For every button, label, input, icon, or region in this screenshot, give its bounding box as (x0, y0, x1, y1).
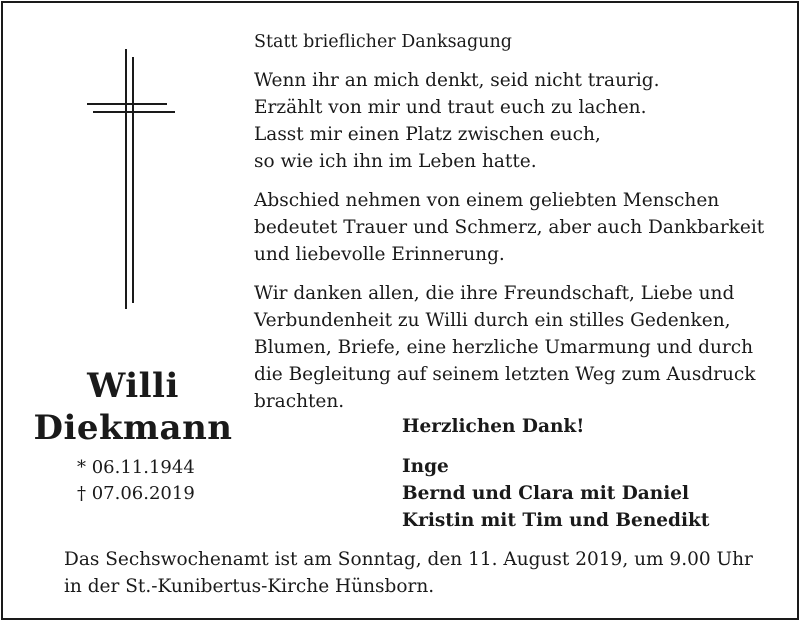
poem-line: Erzählt von mir und traut euch zu lachen. (254, 97, 647, 118)
first-name: Willi (87, 366, 179, 406)
poem-line: Wenn ihr an mich denkt, seid nicht traurig. (254, 70, 660, 91)
cross-icon (85, 49, 175, 309)
paragraph-line: und liebevolle Erinnerung. (254, 244, 505, 265)
obituary-notice (1, 1, 799, 620)
death-date: † 07.06.2019 (77, 483, 195, 504)
paragraph-thanks (254, 280, 784, 415)
footer-line: in der St.-Kunibertus-Kirche Hünsborn. (64, 576, 435, 597)
family-line: Kristin mit Tim und Benedikt (402, 510, 710, 531)
paragraph-line: Wir danken allen, die ihre Freundschaft, Liebe und (254, 283, 735, 304)
poem-line: so wie ich ihn im Leben hatte. (254, 151, 537, 172)
paragraph-line: Abschied nehmen von einem geliebten Menschen (254, 190, 720, 211)
paragraph-line: brachten. (254, 391, 345, 412)
family-line: Inge (402, 456, 449, 477)
deceased-name (33, 365, 233, 449)
family-signatures (402, 453, 709, 534)
paragraph-line: bedeutet Trauer und Schmerz, aber auch Dankbarkeit (254, 217, 765, 238)
poem (254, 67, 784, 175)
paragraph-line: Blumen, Briefe, eine herzliche Umarmung und durch (254, 337, 753, 358)
thanks-heading: Herzlichen Dank! (402, 416, 585, 437)
paragraph-line: Verbundenheit zu Willi durch ein stilles Gedenken, (254, 310, 731, 331)
paragraph-farewell (254, 187, 784, 268)
family-line: Bernd und Clara mit Daniel (402, 483, 690, 504)
poem-line: Lasst mir einen Platz zwischen euch, (254, 124, 601, 145)
intro-line: Statt brieflicher Danksagung (254, 32, 512, 52)
birth-date: * 06.11.1944 (77, 457, 195, 478)
footer-line: Das Sechswochenamt ist am Sonntag, den 11. August 2019, um 9.00 Uhr (64, 549, 753, 570)
memorial-service-note (64, 546, 753, 600)
main-text (254, 29, 784, 427)
paragraph-line: die Begleitung auf seinem letzten Weg zum Ausdruck (254, 364, 756, 385)
life-dates (77, 455, 195, 507)
last-name: Diekmann (33, 408, 233, 448)
